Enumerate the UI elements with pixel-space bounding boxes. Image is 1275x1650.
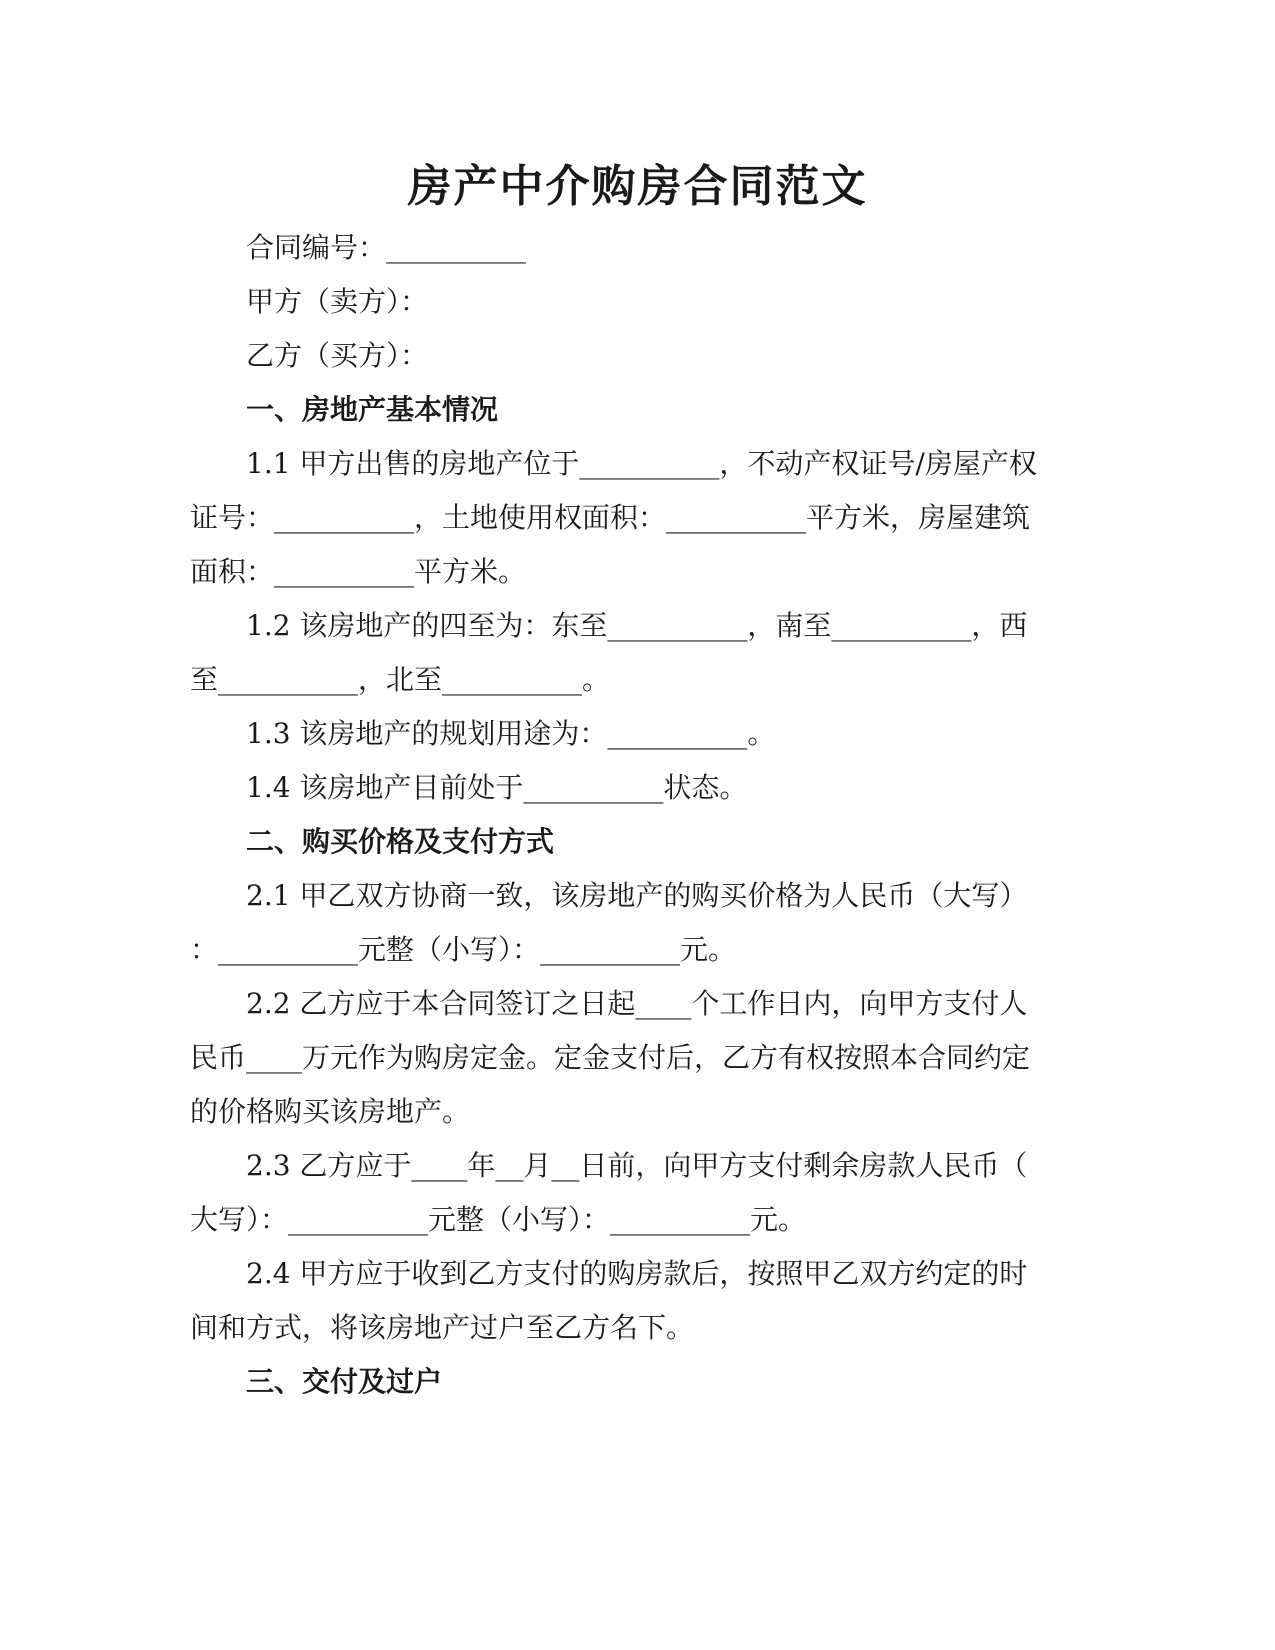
clause-1-2-line-2: 至__________，北至__________。: [190, 663, 611, 696]
clause-2-2-line-1: 2.2 乙方应于本合同签订之日起____个工作日内，向甲方支付人: [246, 987, 1028, 1020]
clause-1-2-line-1: 1.2 该房地产的四至为：东至__________，南至__________，西: [246, 609, 1028, 642]
party-b: 乙方（买方）：: [246, 339, 429, 372]
document-title: 房产中介购房合同范文: [407, 161, 868, 212]
clause-2-3-line-2: 大写）：__________元整（小写）：__________元。: [190, 1203, 807, 1236]
clause-2-4-line-1: 2.4 甲方应于收到乙方支付的购房款后，按照甲乙双方约定的时: [246, 1257, 1028, 1290]
clause-1-1-line-3: 面积：__________平方米。: [190, 555, 527, 588]
clause-1-1-line-2: 证号：__________，土地使用权面积：__________平方米，房屋建筑: [190, 501, 1031, 534]
party-a: 甲方（卖方）：: [246, 285, 429, 318]
clause-2-1-line-2: ：__________元整（小写）：__________元。: [190, 933, 737, 966]
clause-2-2-line-2: 民币____万元作为购房定金。定金支付后，乙方有权按照本合同约定: [190, 1041, 1031, 1074]
clause-2-1-line-1: 2.1 甲乙双方协商一致，该房地产的购买价格为人民币（大写）: [246, 879, 1028, 912]
section-1-heading: 一、房地产基本情况: [246, 393, 499, 426]
clause-2-2-line-3: 的价格购买该房地产。: [190, 1095, 471, 1128]
contract-number: 合同编号：__________: [246, 231, 527, 264]
section-3-heading: 三、交付及过户: [246, 1365, 443, 1398]
clause-2-3-line-1: 2.3 乙方应于____年__月__日前，向甲方支付剩余房款人民币（: [246, 1149, 1028, 1182]
clause-1-3: 1.3 该房地产的规划用途为：__________。: [246, 717, 776, 750]
clause-1-1-line-1: 1.1 甲方出售的房地产位于__________，不动产权证号/房屋产权: [246, 447, 1037, 480]
clause-2-4-line-2: 间和方式，将该房地产过户至乙方名下。: [190, 1311, 695, 1344]
clause-1-4: 1.4 该房地产目前处于__________状态。: [246, 771, 748, 804]
section-2-heading: 二、购买价格及支付方式: [246, 825, 555, 858]
